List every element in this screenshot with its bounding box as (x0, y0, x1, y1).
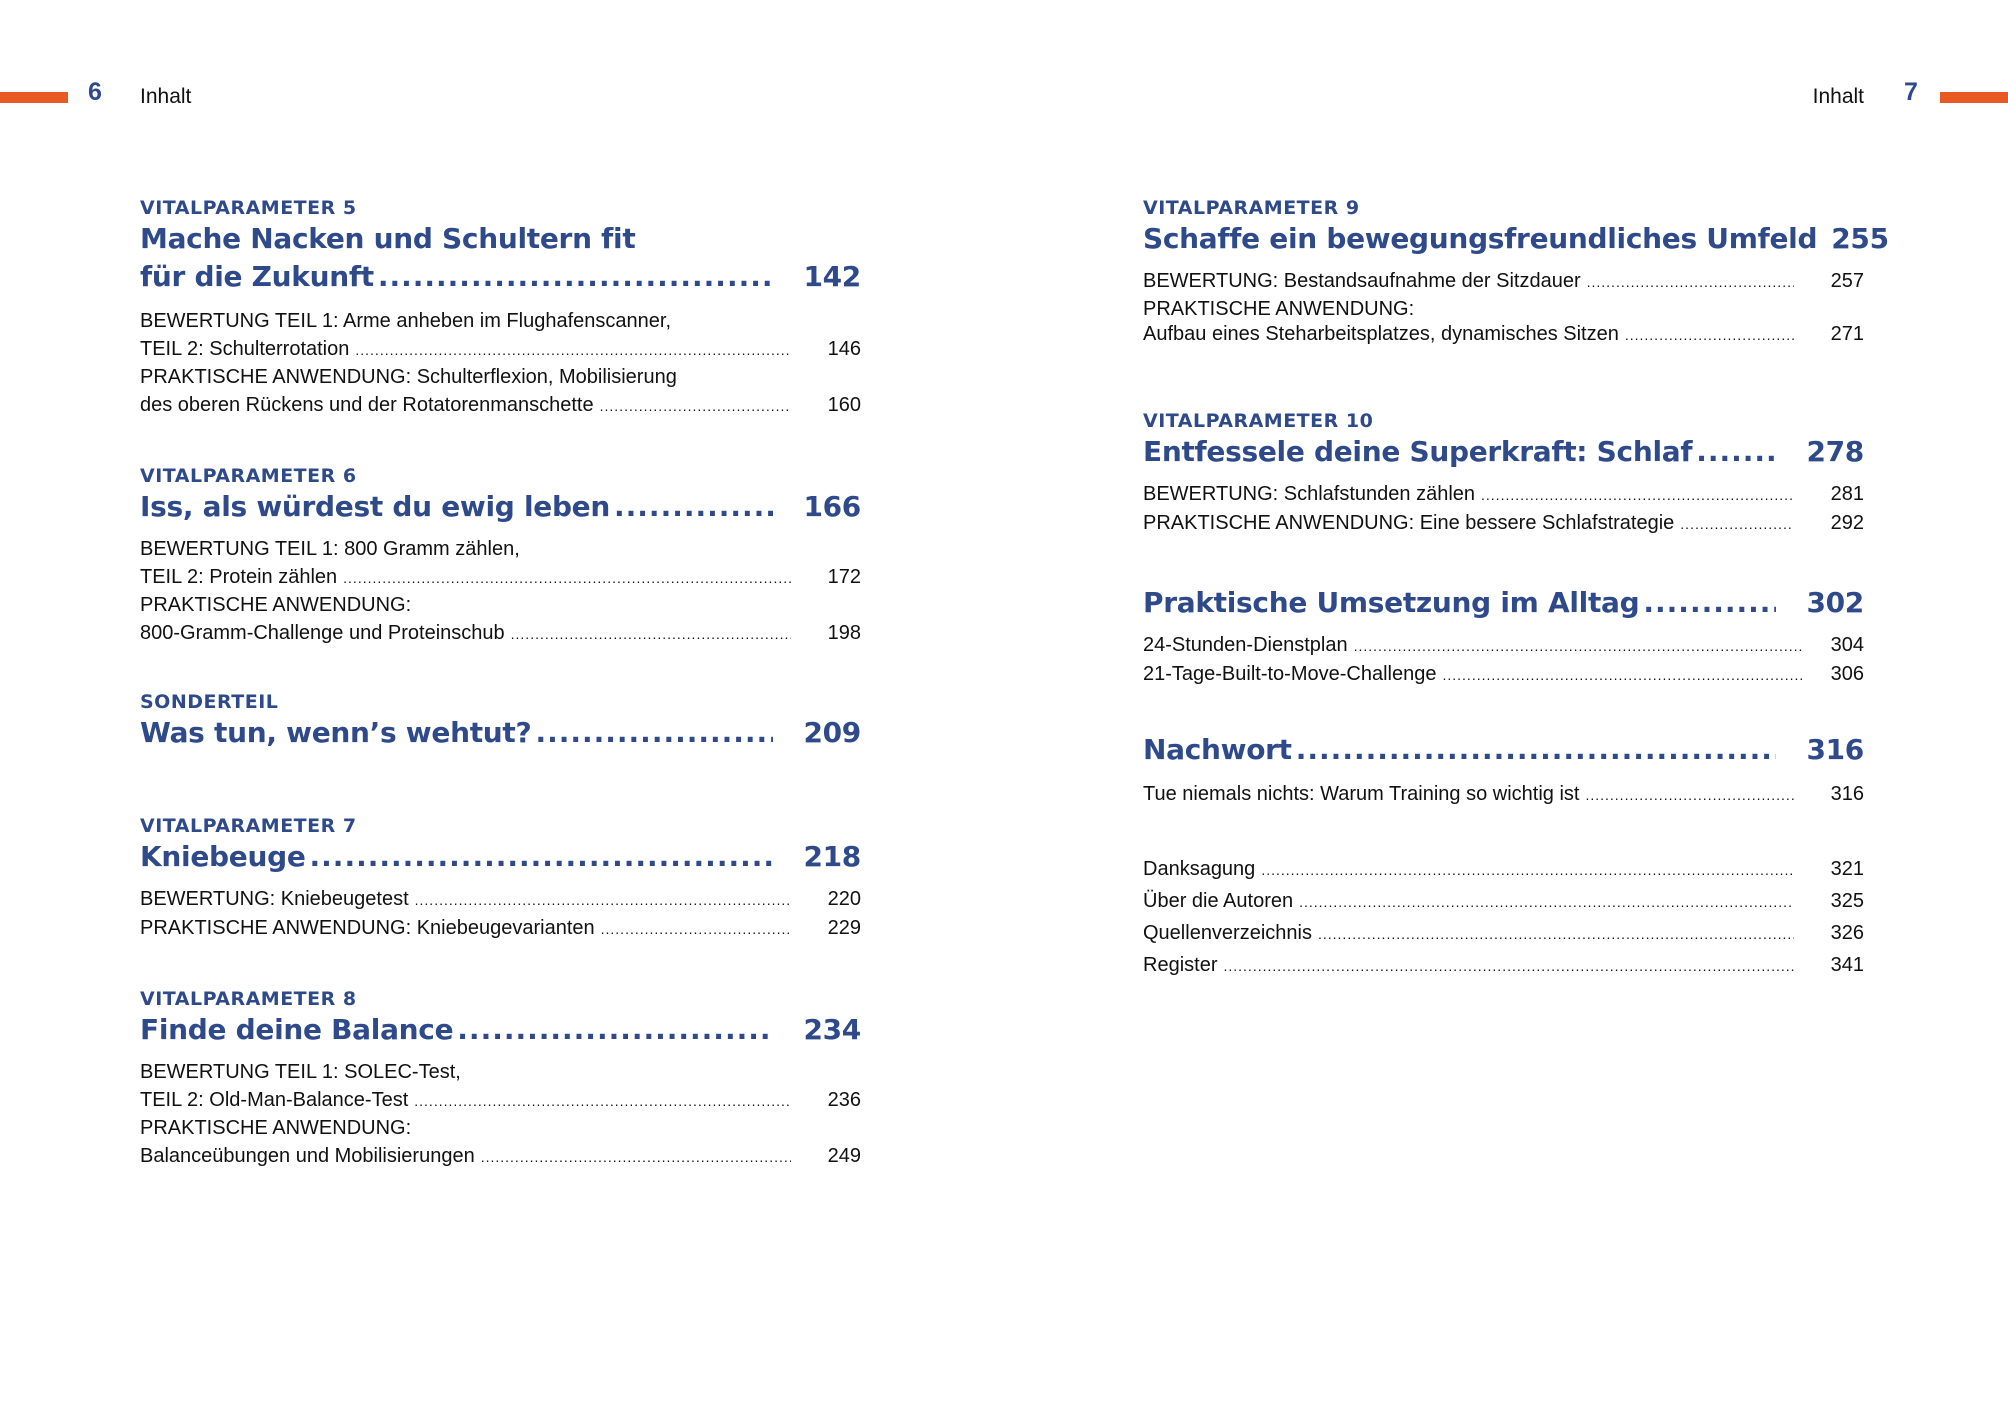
section-title[interactable] (1143, 433, 1864, 471)
section-title[interactable] (1143, 584, 1864, 622)
toc-section-vp9 (1143, 196, 1889, 349)
dot-leader (1643, 584, 1776, 622)
dot-leader (1354, 632, 1802, 661)
section-title-continued[interactable] (140, 258, 861, 296)
dot-leader (1587, 268, 1794, 297)
section-kicker: VITALPARAMETER 9 (1143, 197, 1360, 219)
section-entries (1143, 481, 1864, 538)
entry-page: 220 (827, 888, 861, 910)
entry-text: TEIL 2: Old-Man-Balance-Test (140, 1088, 409, 1111)
toc-section-vp8 (140, 987, 861, 1171)
entry-text: Über die Autoren (1143, 889, 1294, 912)
dot-leader (1318, 918, 1794, 950)
entry-page: 281 (1830, 483, 1864, 505)
dot-leader (1680, 510, 1794, 539)
right-running-title: Inhalt (1812, 85, 1864, 108)
toc-section-vp5 (140, 196, 861, 420)
toc-entry[interactable] (1143, 661, 1864, 690)
section-entries (140, 308, 861, 420)
toc-section-back-matter (1143, 854, 1864, 982)
entry-text: PRAKTISCHE ANWENDUNG: Kniebeugevarianten (140, 916, 595, 939)
toc-entry[interactable] (140, 620, 861, 649)
dot-leader (1442, 661, 1802, 690)
section-page: 234 (803, 1013, 861, 1046)
toc-section-epilogue (1143, 731, 1864, 810)
section-kicker: VITALPARAMETER 8 (140, 988, 357, 1010)
entry-text: PRAKTISCHE ANWENDUNG: Eine bessere Schlafstrategie (1143, 511, 1675, 534)
section-title[interactable] (140, 714, 861, 752)
dot-leader (310, 838, 773, 876)
section-entries (140, 536, 861, 648)
dot-leader (355, 336, 791, 365)
dot-leader (457, 1011, 773, 1049)
toc-entry[interactable] (1143, 510, 1864, 539)
section-entries (1143, 632, 1864, 689)
entry-page: 316 (1830, 783, 1864, 805)
entry-page: 229 (827, 916, 861, 939)
accent-bar-left (0, 92, 68, 103)
section-kicker: VITALPARAMETER 10 (1143, 410, 1374, 432)
section-title-text: Schaffe ein bewegungsfreundliches Umfeld (1143, 222, 1818, 255)
toc-right-column (1143, 196, 1889, 982)
toc-section-practice (1143, 584, 1864, 689)
section-title-text: Entfessele deine Superkraft: Schlaf (1143, 435, 1693, 468)
section-kicker: VITALPARAMETER 5 (140, 197, 357, 219)
section-page: 166 (803, 490, 861, 523)
entry-page: 326 (1830, 921, 1864, 944)
toc-entry[interactable] (1143, 781, 1864, 810)
toc-entry[interactable] (140, 886, 861, 915)
section-title[interactable] (1143, 220, 1889, 258)
toc-section-special (140, 690, 861, 752)
toc-entry-line[interactable]: PRAKTISCHE ANWENDUNG: (140, 594, 412, 616)
toc-entry[interactable] (140, 1087, 861, 1116)
section-kicker: VITALPARAMETER 7 (140, 815, 357, 837)
entry-page: 325 (1830, 889, 1864, 912)
dot-leader (1585, 781, 1794, 810)
section-page: 218 (803, 840, 861, 873)
entry-text: 21-Tage-Built-to-Move-Challenge (1143, 662, 1437, 685)
section-entries (140, 886, 861, 943)
dot-leader (614, 488, 773, 526)
entry-page: 249 (827, 1144, 861, 1167)
toc-entry-line[interactable]: PRAKTISCHE ANWENDUNG: Schulterflexion, Mobilisierung (140, 366, 677, 388)
dot-leader (481, 1143, 791, 1172)
section-page: 209 (803, 716, 861, 749)
dot-leader (1299, 886, 1794, 918)
section-kicker: VITALPARAMETER 6 (140, 465, 357, 487)
entry-page: 146 (827, 337, 861, 360)
toc-entry[interactable] (140, 915, 861, 944)
toc-section-vp10 (1143, 409, 1864, 538)
entry-page: 304 (1830, 634, 1864, 656)
entry-text: Aufbau eines Steharbeitsplatzes, dynamisches Sitzen (1143, 322, 1619, 345)
section-title-text: Was tun, wenn’s wehtut? (140, 716, 532, 749)
section-entries (1143, 268, 1864, 349)
toc-section-vp6 (140, 464, 861, 648)
section-title[interactable]: Mache Nacken und Schultern fit (140, 222, 636, 255)
section-title-text: Praktische Umsetzung im Alltag (1143, 586, 1640, 619)
toc-entry[interactable] (140, 336, 861, 365)
section-title-text: Nachwort (1143, 733, 1292, 766)
section-title[interactable] (140, 838, 861, 876)
right-page-number: 7 (1904, 78, 1918, 106)
toc-entry-danksagung[interactable] (1143, 854, 1864, 886)
left-running-title: Inhalt (140, 85, 192, 108)
dot-leader (415, 886, 791, 915)
entry-text: Tue niemals nichts: Warum Training so wichtig ist (1143, 783, 1580, 805)
section-title-line2: für die Zukunft (140, 260, 374, 293)
toc-entry[interactable] (140, 564, 861, 593)
entry-page: 306 (1830, 662, 1864, 685)
toc-section-vp7 (140, 814, 861, 943)
entry-text: BEWERTUNG: Kniebeugetest (140, 888, 409, 910)
section-entries (140, 1059, 861, 1171)
toc-entry-line[interactable]: PRAKTISCHE ANWENDUNG: (140, 1117, 412, 1139)
dot-leader (511, 620, 791, 649)
section-title[interactable] (140, 1011, 861, 1049)
entry-text: BEWERTUNG: Schlafstunden zählen (1143, 483, 1476, 505)
entry-text: Balanceübungen und Mobilisierungen (140, 1144, 475, 1167)
section-title-text: Kniebeuge (140, 840, 306, 873)
entry-page: 271 (1830, 322, 1864, 345)
entry-page: 198 (827, 621, 861, 644)
section-kicker: SONDERTEIL (140, 691, 279, 713)
dot-leader (600, 392, 791, 421)
entry-page: 257 (1830, 270, 1864, 292)
entry-page: 236 (827, 1088, 861, 1111)
toc-entry-line[interactable]: PRAKTISCHE ANWENDUNG: (1143, 297, 1415, 320)
toc-entry-quellen[interactable] (1143, 918, 1864, 950)
entry-page: 172 (827, 565, 861, 588)
section-page: 142 (803, 260, 861, 293)
section-title-text: Finde deine Balance (140, 1013, 454, 1046)
toc-entry-register[interactable] (1143, 950, 1864, 982)
entry-text: des oberen Rückens und der Rotatorenmanschette (140, 393, 594, 416)
dot-leader (1223, 950, 1794, 982)
section-title-text: Iss, als würdest du ewig leben (140, 490, 611, 523)
toc-entry-line[interactable]: BEWERTUNG TEIL 1: SOLEC-Test, (140, 1061, 461, 1083)
dot-leader (601, 915, 791, 944)
toc-entry-line[interactable]: BEWERTUNG TEIL 1: Arme anheben im Flughafenscanner, (140, 310, 671, 332)
entry-page: 292 (1830, 511, 1864, 534)
dot-leader (378, 258, 773, 296)
entry-text: Quellenverzeichnis (1143, 921, 1312, 944)
toc-entry[interactable] (1143, 632, 1864, 661)
entry-text: TEIL 2: Schulterrotation (140, 337, 350, 360)
section-page: 316 (1806, 733, 1864, 766)
entry-text: Register (1143, 953, 1218, 976)
dot-leader (1481, 481, 1794, 510)
entry-text: TEIL 2: Protein zählen (140, 565, 338, 588)
toc-entry[interactable] (1143, 481, 1864, 510)
dot-leader (343, 564, 791, 593)
dot-leader (535, 714, 773, 752)
dot-leader (1261, 854, 1794, 886)
entry-text: 24-Stunden-Dienstplan (1143, 634, 1348, 656)
entry-page: 321 (1830, 857, 1864, 880)
dot-leader (414, 1087, 791, 1116)
section-page: 278 (1806, 435, 1864, 468)
left-page-number: 6 (88, 78, 102, 106)
entry-page: 160 (827, 393, 861, 416)
toc-entry[interactable] (1143, 321, 1864, 350)
toc-entry-line[interactable]: BEWERTUNG TEIL 1: 800 Gramm zählen, (140, 538, 520, 560)
section-page: 302 (1806, 586, 1864, 619)
section-title[interactable] (1143, 731, 1864, 769)
accent-bar-right (1940, 92, 2008, 103)
entry-text: 800-Gramm-Challenge und Proteinschub (140, 621, 505, 644)
dot-leader (1625, 321, 1794, 350)
toc-left-column (140, 196, 861, 1171)
entry-text: Danksagung (1143, 857, 1256, 880)
dot-leader (1296, 731, 1776, 769)
entry-text: BEWERTUNG: Bestandsaufnahme der Sitzdauer (1143, 270, 1581, 292)
toc-entry[interactable] (140, 1143, 861, 1172)
entry-page: 341 (1830, 953, 1864, 976)
toc-entry[interactable] (1143, 268, 1864, 297)
section-title[interactable] (140, 488, 861, 526)
toc-entry-autoren[interactable] (1143, 886, 1864, 918)
section-page: 255 (1831, 222, 1889, 255)
toc-entry[interactable] (140, 392, 861, 421)
section-entries (1143, 781, 1864, 810)
dot-leader (1696, 433, 1776, 471)
